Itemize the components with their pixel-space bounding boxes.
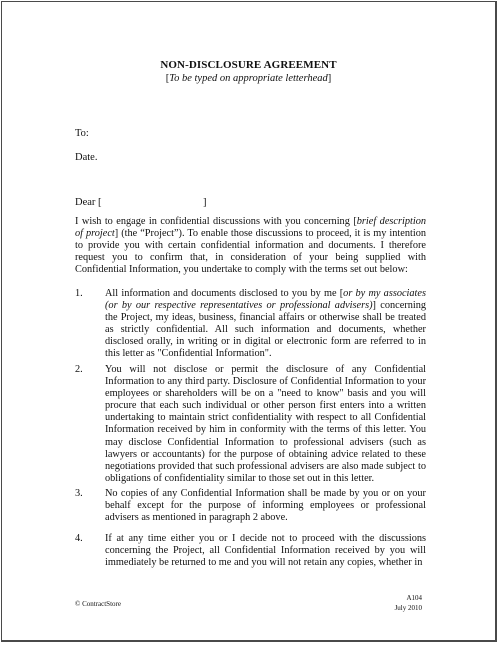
- clause-1-placeholder: or by my associates (or by our respective representatives or professional advisers): [105, 288, 426, 312]
- salutation-open: Dear [: [75, 197, 102, 208]
- footer-copyright: © ContractStore: [75, 600, 121, 608]
- clause-text: If at any time either you or I decide not to proceed with the discussions concerning the Project, all Confidential Information received by you will immediately be returned to me and you will not retain any copies, whether in: [105, 533, 426, 569]
- clause-text: You will not disclose or permit the disclosure of any Confidential Information to any third party. Disclosure of Confidential Information to your employees or shareholders will be on a "need to know" basis and you will procure that each such individual or other person first enters into a written undertaking to maintain strict confidentiality with respect to all Confidential Information received by him in conformity with the terms of this letter. You may disclose Confidential Information to professional advisers (such as lawyers or accountants) for the purpose of obtaining advice related to these negotiations provided that such professional advisers are also made subject to obligations of confidentiality similar to those set out in this letter.: [105, 364, 426, 484]
- intro-paragraph: [75, 216, 426, 276]
- intro-text-2: ] (the “Project”). To enable those discussions to proceed, it is my intention to provide you with certain confidential information and documents. I therefore request you to confirm that, in consideration of your being supplied with Confidential Information, you undertake to comply with the terms set out below:: [75, 228, 426, 276]
- clause-text: [105, 288, 426, 361]
- intro-placeholder: brief description of project: [75, 216, 426, 240]
- clause-number: 3.: [75, 488, 83, 499]
- intro-text-1: I wish to engage in confidential discussions with you concerning [: [75, 216, 357, 227]
- document-subtitle: [2, 73, 495, 84]
- clause-1-text-2: ] concerning the Project, my ideas, business, financial affairs or otherwise shall be treated as strictly confidential. All such information and documents, whether disclosed orally, in writing or in digital or electronic form are referred to in this letter as "Confidential Information".: [105, 300, 427, 360]
- clause-4: [75, 533, 426, 569]
- footer-code: A104: [406, 594, 422, 602]
- clause-3: [75, 488, 426, 524]
- salutation: [75, 197, 215, 208]
- salutation-close: ]: [203, 197, 207, 208]
- document-page: [1, 1, 497, 642]
- clause-text: No copies of any Confidential Information shall be made by you or on your behalf except for the purpose of informing employees or professional advisers as mentioned in paragraph 2 above.: [105, 488, 426, 524]
- subtitle-instruction: To be typed on appropriate letterhead: [169, 73, 328, 84]
- clause-number: 1.: [75, 288, 83, 299]
- clause-1: [75, 288, 426, 361]
- footer-date: July 2010: [394, 604, 422, 612]
- document-title: NON-DISCLOSURE AGREEMENT: [160, 59, 337, 71]
- date-label: Date.: [75, 152, 98, 163]
- clause-1-text-1: All information and documents disclosed to you by me [: [105, 288, 344, 299]
- clause-number: 4.: [75, 533, 83, 544]
- subtitle-bracket-close: ]: [327, 73, 332, 84]
- clause-2: [75, 364, 426, 485]
- to-label: To:: [75, 128, 89, 139]
- clause-number: 2.: [75, 364, 83, 375]
- subtitle-bracket-open: [: [165, 73, 170, 84]
